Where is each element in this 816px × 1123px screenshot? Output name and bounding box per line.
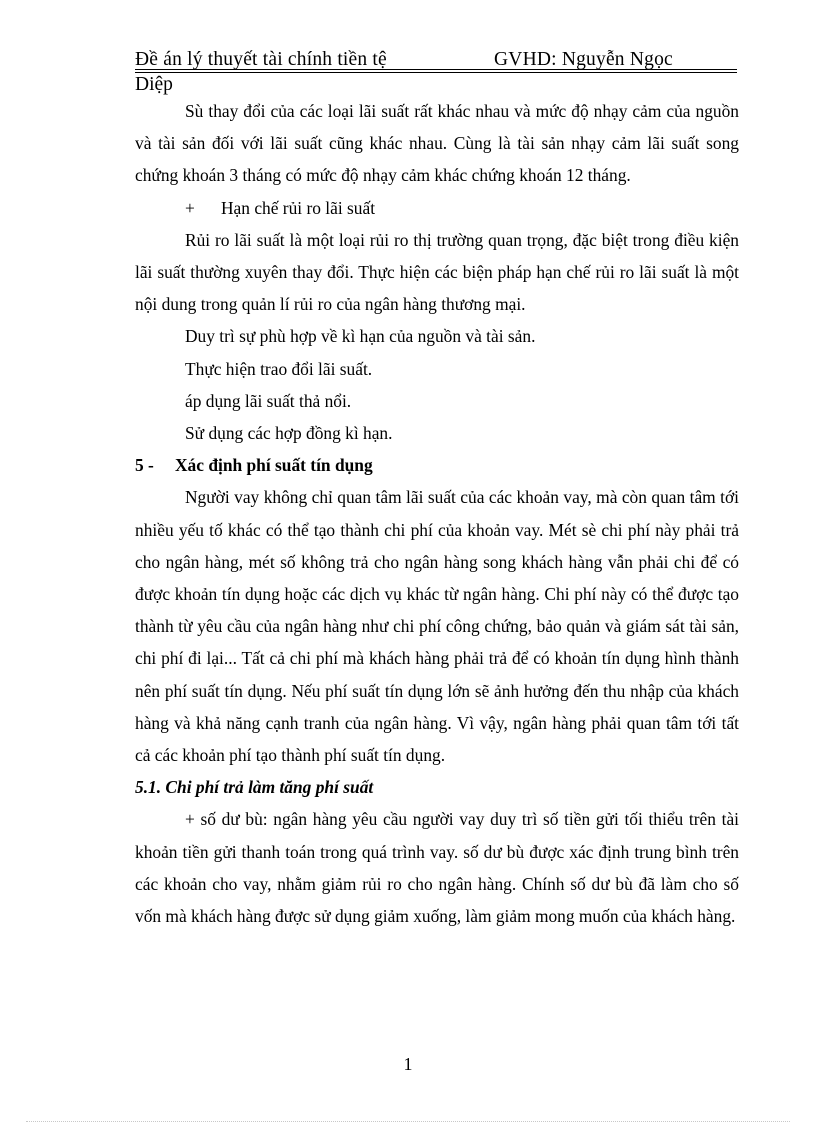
- bullet-limit-risk: [135, 192, 739, 224]
- paragraph-interest-risk: Rủi ro lãi suất là một loại rủi ro thị trường quan trọng, đặc biệt trong điều kiện lãi suất thường xuyên thay đổi. Thực hiện các biện pháp hạn chế rủi ro lãi suất là một nội dung trong quản lí rủi ro của ngân hàng thương mại.: [135, 229, 739, 315]
- header-supervisor: GVHD: Nguyễn Ngọc: [494, 49, 673, 70]
- list-item: Sử dụng các hợp đồng kì hạn.: [185, 423, 393, 444]
- list-item: Duy trì sự phù hợp về kì hạn của nguồn và tài sản.: [185, 326, 536, 347]
- header-supervisor-wrap: Diệp: [135, 74, 173, 95]
- header-rule-bottom: [135, 72, 737, 73]
- section-number: 5 -: [135, 455, 154, 476]
- page-number: 1: [403, 1054, 413, 1074]
- list-item: Thực hiện trao đổi lãi suất.: [185, 358, 373, 379]
- paragraph-compensating-balance: + số dư bù: ngân hàng yêu cầu người vay duy trì số tiền gửi tối thiểu trên tài khoản tiền gửi thanh toán trong quá trình vay. số dư bù được xác định trung bình trên các khoản cho vay, nhằm giảm rủi ro cho ngân hàng. Chính số dư bù đã làm cho số vốn mà khách hàng được sử dụng giảm xuống, làm giảm mong muốn của khách hàng.: [135, 809, 739, 927]
- bullet-text: Hạn chế rủi ro lãi suất: [221, 197, 376, 218]
- header-title: Đề án lý thuyết tài chính tiền tệ: [135, 49, 387, 70]
- page-bottom-divider: [26, 1121, 790, 1122]
- paragraph-rate-sensitivity: Sù thay đổi của các loại lãi suất rất khác nhau và mức độ nhạy cảm của nguồn và tài sản đối với lãi suất cũng khác nhau. Cùng là tài sản nhạy cảm lãi suất song chứng khoán 3 tháng có mức độ nhạy cảm khác chứng khoán 12 tháng.: [135, 101, 739, 186]
- paragraph-credit-cost: Người vay không chỉ quan tâm lãi suất của các khoản vay, mà còn quan tâm tới nhiều yếu tố khác có thể tạo thành chi phí của khoản vay. Mét sè chi phí này phải trả cho ngân hàng, mét số không trả cho ngân hàng song khách hàng vẫn phải chi để có được khoản tín dụng hoặc các dịch vụ khác từ ngân hàng. Chi phí này có thể được tạo thành từ yêu cầu của ngân hàng như chi phí công chứng, bảo quản và giám sát tài sản, chi phí đi lại... Tất cả chi phí mà khách hàng phải trả để có khoản tín dụng hình thành nên phí suất tín dụng. Nếu phí suất tín dụng lớn sẽ ảnh hưởng đến thu nhập của khách hàng và khả năng cạnh tranh của ngân hàng. Vì vậy, ngân hàng phải quan tâm tới tất cả các khoản phí tạo thành phí suất tín dụng.: [135, 487, 739, 766]
- section-heading: [135, 449, 739, 481]
- list-item: áp dụng lãi suất thả nổi.: [185, 390, 352, 411]
- bullet-mark: +: [185, 197, 195, 218]
- subsection-heading: 5.1. Chi phí trả làm tăng phí suất: [135, 777, 374, 798]
- header-rule-top: [135, 69, 737, 70]
- document-body: [135, 95, 739, 932]
- page-header: [135, 49, 737, 73]
- section-title: Xác định phí suất tín dụng: [175, 455, 373, 476]
